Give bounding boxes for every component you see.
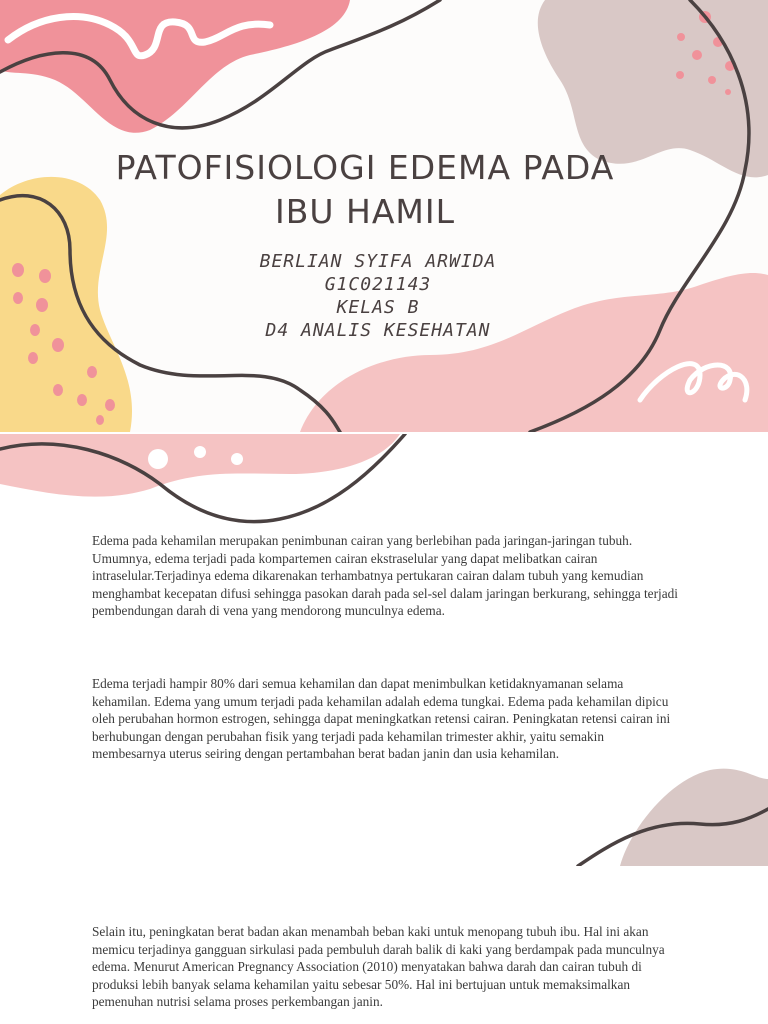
paragraph-weight-gain: Selain itu, peningkatan berat badan akan menambah beban kaki untuk menopang tubuh ibu. Hal ini akan memicu terjadinya gangguan sirkulasi pada pembuluh darah balik di kaki yang berdampak pada munculnya edema. Menurut American Pregnancy Association (2010) menyatakan bahwa darah dan cairan tubuh di produksi lebih banyak selama kehamilan yaitu sebesar 50%. Hal ini bertujuan untuk memaksimalkan pemenuhan nutrisi selama proses perkembangan janin. (92, 924, 665, 1009)
paragraph-edema-definition: Edema pada kehamilan merupakan penimbunan cairan yang berlebihan pada jaringan-jaringan tubuh. Umumnya, edema terjadi pada kompartemen cairan ekstraselular yang dapat melibatkan cairan intraselular.Terjadinya edema dikarenakan terhambatnya pertukaran cairan dalam tubuh yang kemudian menghambat kecepatan difusi sehingga pasokan darah pada sel-sel dalam jaringan berkurang, sehingga terjadi pembendungan darah di vena yang mendorong munculnya edema. (92, 533, 678, 618)
page-title-line2: IBU HAMIL (275, 192, 455, 231)
title-slide (0, 0, 768, 432)
content-slide-1 (0, 434, 768, 866)
paragraph-edema-prevalence: Edema terjadi hampir 80% dari semua kehamilan dan dapat menimbulkan ketidaknyamanan selama kehamilan. Edema yang umum terjadi pada kehamilan adalah edema tungkai. Edema pada kehamilan dipicu oleh perubahan hormon estrogen, sehingga dapat meningkatkan retensi cairan. Peningkatan retensi cairan ini berhubungan dengan perubahan fisik yang terjadi pada kehamilan trimester akhir, yaitu semakin membesarnya uterus seiring dengan pertambahan berat badan janin dan usia kehamilan. (92, 676, 671, 761)
page-title-line1: PATOFISIOLOGI EDEMA PADA (115, 148, 615, 187)
program-label: D4 ANALIS KESEHATAN (265, 320, 491, 341)
author-name: BERLIAN SYIFA ARWIDA (259, 251, 497, 272)
class-label: KELAS B (336, 297, 420, 318)
student-id: G1C021143 (324, 274, 432, 295)
taupe-blob (620, 769, 768, 866)
content-slide-2 (0, 868, 768, 1024)
decorative-background (0, 434, 768, 866)
